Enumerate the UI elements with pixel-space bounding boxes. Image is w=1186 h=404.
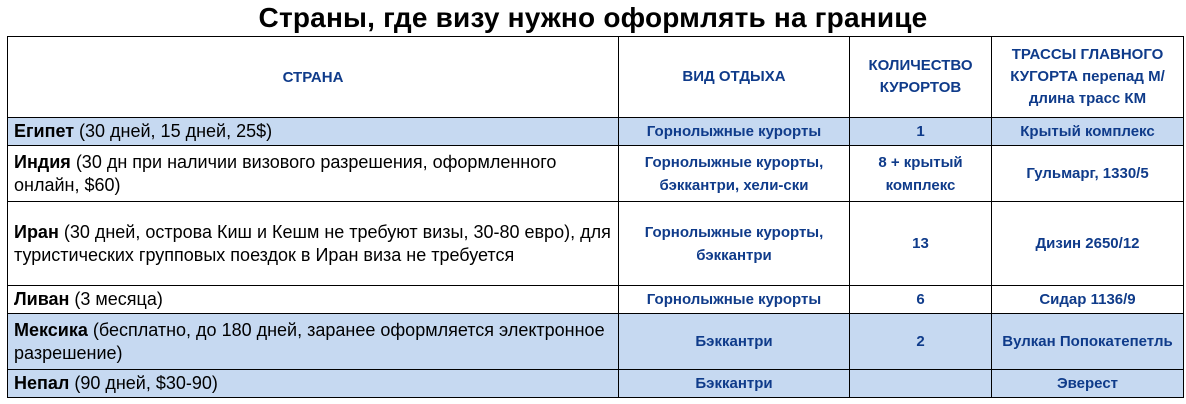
table-row — [8, 286, 1184, 314]
rest-type-cell: Бэккантри — [619, 314, 850, 370]
visa-conditions: (30 дней, 15 дней, 25$) — [74, 121, 273, 141]
country-name: Египет — [14, 121, 75, 141]
table-row — [8, 202, 1184, 286]
trails-cell: Дизин 2650/12 — [992, 202, 1184, 286]
country-cell — [8, 314, 619, 370]
country-name: Индия — [14, 151, 71, 172]
rest-type-cell: Бэккантри — [619, 370, 850, 398]
country-cell — [8, 118, 619, 146]
visa-conditions: (30 дней, острова Киш и Кешм не требуют визы, 30-80 евро), для туристических групповых поездок в Иран виза не требуется — [14, 221, 611, 265]
table-header-row — [8, 37, 1184, 118]
table-row — [8, 146, 1184, 202]
header-resorts-count: КОЛИЧЕСТВО КУРОРТОВ — [850, 37, 992, 118]
resorts-count-cell: 1 — [850, 118, 992, 146]
resorts-count-cell: 6 — [850, 286, 992, 314]
trails-cell: Вулкан Попокатепетль — [992, 314, 1184, 370]
resorts-count-cell: 13 — [850, 202, 992, 286]
country-cell — [8, 146, 619, 202]
page-title: Страны, где визу нужно оформлять на границе — [258, 2, 928, 33]
visa-conditions: (90 дней, $30-90) — [69, 373, 218, 393]
table-row — [8, 118, 1184, 146]
resorts-count-cell: 2 — [850, 314, 992, 370]
trails-cell: Гульмарг, 1330/5 — [992, 146, 1184, 202]
table-row — [8, 314, 1184, 370]
country-name: Иран — [14, 221, 59, 242]
header-country: СТРАНА — [8, 37, 619, 118]
country-name: Мексика — [14, 319, 88, 340]
trails-cell: Эверест — [992, 370, 1184, 398]
header-main-resort-trails: ТРАССЫ ГЛАВНОГО КУГОРТА перепад М/длина трасс КМ — [992, 37, 1184, 118]
rest-type-cell: Горнолыжные курорты, бэккантри — [619, 202, 850, 286]
header-rest-type: ВИД ОТДЫХА — [619, 37, 850, 118]
country-cell — [8, 202, 619, 286]
country-cell — [8, 286, 619, 314]
resorts-count-cell: 8 + крытый комплекс — [850, 146, 992, 202]
rest-type-cell: Горнолыжные курорты — [619, 118, 850, 146]
visa-conditions: (3 месяца) — [69, 289, 163, 309]
rest-type-cell: Горнолыжные курорты — [619, 286, 850, 314]
visa-conditions: (бесплатно, до 180 дней, заранее оформляется электронное разрешение) — [14, 319, 605, 363]
visa-countries-table — [7, 36, 1184, 398]
table-row — [8, 370, 1184, 398]
country-name: Непал — [14, 373, 70, 393]
country-cell — [8, 370, 619, 398]
trails-cell: Сидар 1136/9 — [992, 286, 1184, 314]
resorts-count-cell — [850, 370, 992, 398]
visa-conditions: (30 дн при наличии визового разрешения, оформленного онлайн, $60) — [14, 151, 557, 195]
country-name: Ливан — [14, 289, 70, 309]
trails-cell: Крытый комплекс — [992, 118, 1184, 146]
rest-type-cell: Горнолыжные курорты, бэккантри, хели-ски — [619, 146, 850, 202]
